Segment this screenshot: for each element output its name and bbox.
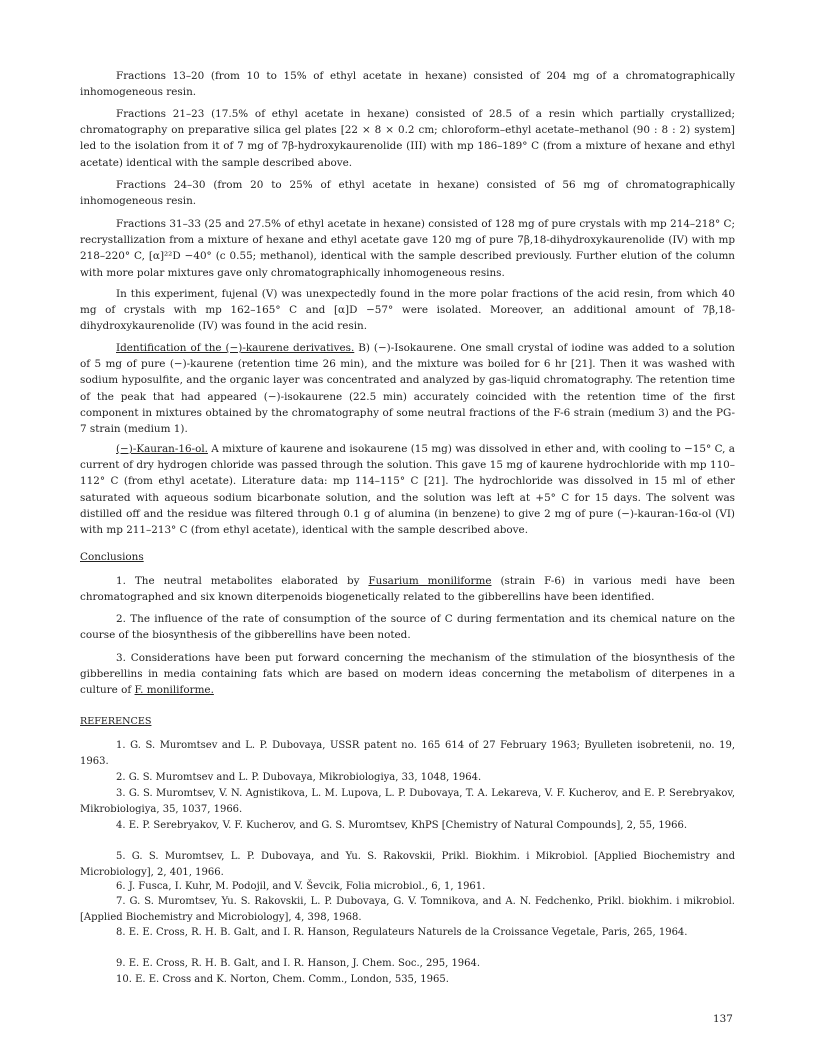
conclusion-1-text-a: 1. The neutral metabolites elaborated by [116, 575, 369, 587]
species-abbrev: F. moniliforme. [134, 684, 214, 697]
page-number: 137 [713, 1013, 733, 1025]
conclusion-2: 2. The influence of the rate of consumption of the source of C during fermentation and its chemical nature on the course of the biosynthesis of the gibberellins have been noted. [80, 613, 735, 642]
reference-10: 10. E. E. Cross and K. Norton, Chem. Comm., London, 535, 1965. [116, 974, 449, 985]
reference-7: 7. G. S. Muromtsev, Yu. S. Rakovskii, L. P. Dubovaya, G. V. Tomnikova, and A. N. Fedchenko, Prikl. biokhim. i mikrobiol. [Applied Biochemistry and Microbiology], 4, 398, 1968. [80, 896, 735, 923]
reference-1: 1. G. S. Muromtsev and L. P. Dubovaya, USSR patent no. 165 614 of 27 February 1963; Byulleten isobretenii, no. 19, 1963. [80, 740, 735, 767]
conclusion-3-text: 3. Considerations have been put forward concerning the mechanism of the stimulation of the biosynthesis of the gibberellins in media containing fats which are based on modern ideas concerning the metabolism of diterpenes in a culture of [80, 652, 735, 697]
isokaurene-text: B) (−)-Isokaurene. One small crystal of iodine was added to a solution of 5 mg of pure (−)-kaurene (retention time 26 min), and the mixture was boiled for 6 hr [21]. Then it was washed with sodium hyposulfite, and the organic layer was concentrated and analyzed by gas-liquid chromatography. The retention time of the peak that had appeared (−)-isokaurene (22.5 min) accurately coincided with the retention time of the first component in mixtures obtained by the chromatography of some neutral fractions of the F-6 strain (medium 3) and the PG-7 strain (medium 1). [80, 342, 736, 436]
references-heading: REFERENCES [80, 716, 152, 727]
kauranol-text: A mixture of kaurene and isokaurene (15 mg) was dissolved in ether and, with cooling to −15° C, a current of dry hydrogen chloride was passed through the solution. This gave 15 mg of kaurene hydrochloride with mp 110–112° C (from ethyl acetate). Literature data: mp 114–115° C [21]. The hydrochloride was dissolved in 15 ml of ether saturated with aqueous sodium bicarbonate solution, and the solution was left at +5° C for 15 days. The solvent was distilled off and the residue was filtered through 0.1 g of alumina (in benzene) to give 2 mg of pure (−)-kauran-16α-ol (VI) with mp 211–213° C (from ethyl acetate), identical with the sample described above. [80, 443, 735, 537]
conclusion-1-text-b: (strain F-6) in various medi have been chromatographed and six known diterpenoids biogenetically related to the gibberellins have been identified. [80, 575, 735, 604]
conclusion-3 [80, 650, 735, 699]
paragraph-fractions-31-33: Fractions 31–33 (25 and 27.5% of ethyl acetate in hexane) consisted of 128 mg of pure crystals with mp 214–218° C; recrystallization from a mixture of hexane and ethyl acetate gave 120 mg of pure 7β,18-dihydroxykaurenolide (IV) with mp 218–220° C, [α]²²D −40° (c 0.55; methanol), identical with the sample described previously. Further elution of the column with more polar mixtures gave only chromatographically inhomogeneous resins. [80, 218, 735, 279]
paragraph-fractions-21-23: Fractions 21–23 (17.5% of ethyl acetate in hexane) consisted of 28.5 of a resin which partially crystallized; chromatography on preparative silica gel plates [22 × 8 × 0.2 cm; chloroform–ethyl acetate–methanol (90 : 8 : 2) system] led to the isolation from it of 7 mg of 7β-hydroxykaurenolide (III) with mp 186–189° C (from a mixture of hexane and ethyl acetate) identical with the sample described above. [80, 108, 735, 169]
reference-3: 3. G. S. Muromtsev, V. N. Agnistikova, L. M. Lupova, L. P. Dubovaya, T. A. Lekareva, V. F. Kucherov, and E. P. Serebryakov, Mikrobiologiya, 35, 1037, 1966. [80, 788, 735, 815]
reference-5: 5. G. S. Muromtsev, L. P. Dubovaya, and Yu. S. Rakovskii, Prikl. Biokhim. i Mikrobiol. [Applied Biochemistry and Microbiology], 2, 401, 1966. [80, 851, 735, 878]
reference-9: 9. E. E. Cross, R. H. B. Galt, and I. R. Hanson, J. Chem. Soc., 295, 1964. [116, 958, 481, 969]
paragraph-fractions-13-20: Fractions 13–20 (from 10 to 15% of ethyl acetate in hexane) consisted of 204 mg of a chromatographically inhomogeneous resin. [80, 70, 735, 99]
kauranol-heading: (−)-Kauran-16-ol. [116, 443, 208, 455]
reference-6: 6. J. Fusca, I. Kuhr, M. Podojil, and V. Ševcik, Folia microbiol., 6, 1, 1961. [116, 881, 486, 892]
reference-8: 8. E. E. Cross, R. H. B. Galt, and I. R. Hanson, Regulateurs Naturels de la Croissance Vegetale, Paris, 265, 1964. [116, 927, 688, 938]
paragraph-fujenal: In this experiment, fujenal (V) was unexpectedly found in the more polar fractions of the acid resin, from which 40 mg of crystals with mp 162–165° C and [α]D −57° were isolated. Moreover, an additional amount of 7β,18-dihydroxykaurenolide (IV) was found in the acid resin. [80, 288, 735, 333]
species-name: Fusarium moniliforme [368, 575, 492, 587]
paragraph-fractions-24-30: Fractions 24–30 (from 20 to 25% of ethyl acetate in hexane) consisted of 56 mg of chromatographically inhomogeneous resin. [80, 179, 735, 208]
paragraph-kauranol [80, 441, 735, 538]
reference-4: 4. E. P. Serebryakov, V. F. Kucherov, and G. S. Muromtsev, KhPS [Chemistry of Natural Compounds], 2, 55, 1966. [116, 820, 688, 831]
conclusion-1 [80, 573, 735, 605]
conclusions-heading: Conclusions [80, 551, 144, 563]
paragraph-isokaurene [80, 340, 735, 437]
reference-2: 2. G. S. Muromtsev and L. P. Dubovaya, Mikrobiologiya, 33, 1048, 1964. [116, 772, 482, 783]
identification-heading: Identification of the (−)-kaurene derivatives. [116, 342, 355, 354]
